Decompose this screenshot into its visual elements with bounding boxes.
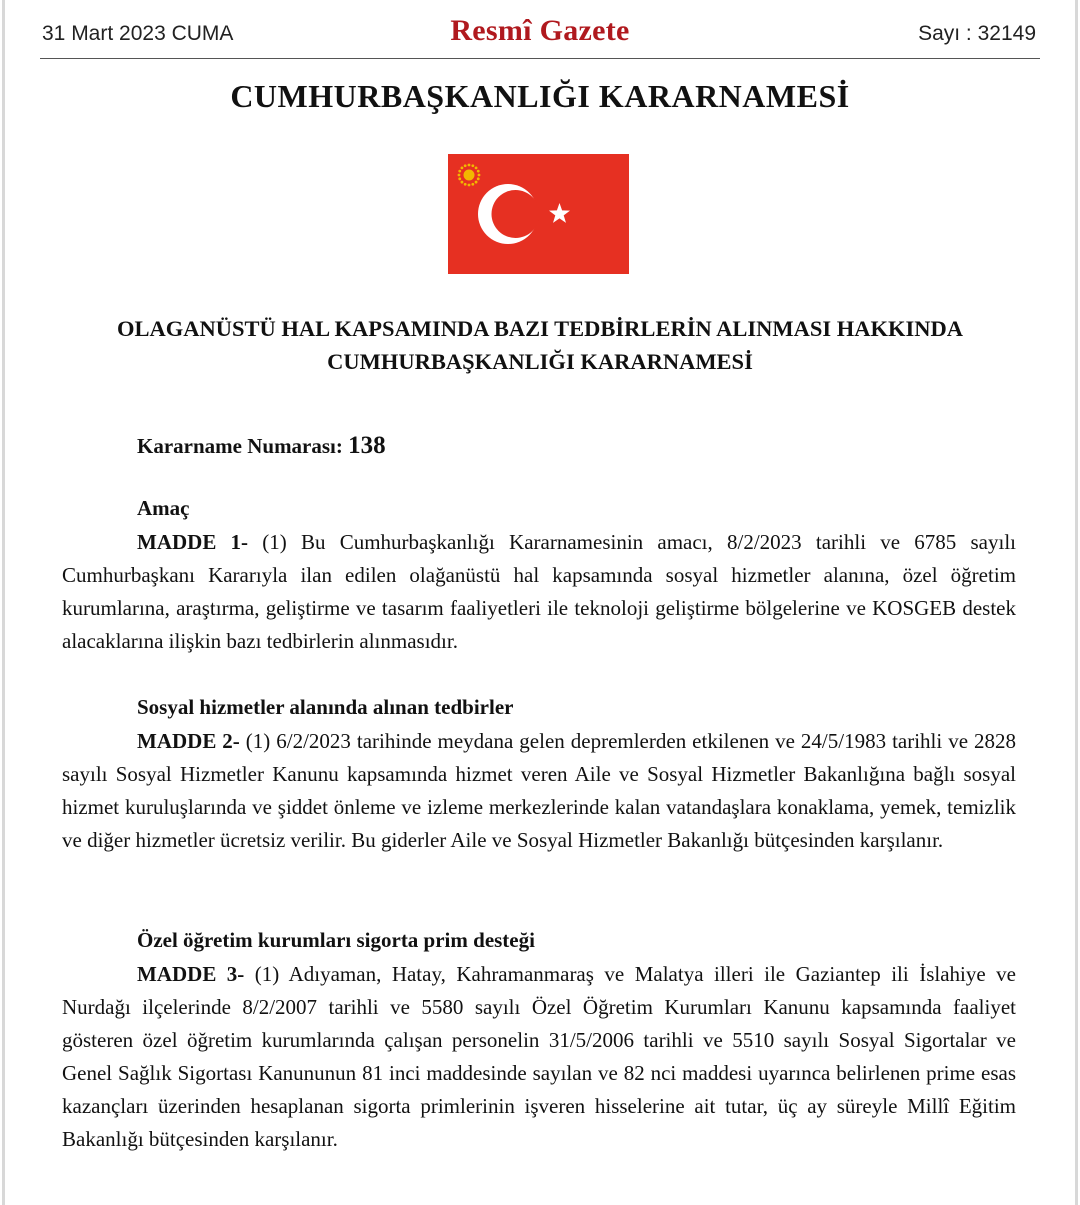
emblem-star [461, 181, 464, 184]
emblem-star [458, 170, 461, 173]
emblem-star [468, 184, 471, 187]
emblem-star [458, 177, 461, 180]
emblem-star [464, 183, 467, 186]
page-edge-right [1075, 0, 1078, 1205]
emblem-star [461, 167, 464, 170]
emblem-star [464, 164, 467, 167]
article-3-paragraph [62, 958, 1016, 1156]
emblem-star [475, 181, 478, 184]
gazette-header [0, 14, 1080, 54]
gazette-title: Resmî Gazete [450, 14, 630, 47]
emblem-star [471, 164, 474, 167]
article-2-paragraph [62, 725, 1016, 857]
header-date: 31 Mart 2023 CUMA [42, 22, 234, 45]
emblem-star [471, 183, 474, 186]
emblem-star [475, 167, 478, 170]
document-type: CUMHURBAŞKANLIĞI KARARNAMESİ [230, 78, 850, 114]
decree-title-line-1: OLAGANÜSTÜ HAL KAPSAMINDA BAZI TEDBİRLERİN ALINMASI HAKKINDA [117, 316, 963, 341]
crescent-inner [492, 190, 540, 238]
section-heading-social-services: Sosyal hizmetler alanında alınan tedbirler [137, 695, 514, 719]
article-3-text: (1) Adıyaman, Hatay, Kahramanmaraş ve Malatya illeri ile Gaziantep ili İslahiye ve Nurdağı ilçelerinde 8/2/2007 tarihli ve 5580 sayılı Özel Öğretim Kurumları Kanunu kapsamında faaliyet gösteren özel öğretim kurumlarında çalışan personelin 31/5/2006 tarihli ve 5510 sayılı Sosyal Sigortalar ve Genel Sağlık Sigortası Kanununun 81 inci maddesinde sayılan ve 82 nci maddesi uyarınca belirlenen prime esas kazançları üzerinden hesaplanan sigorta primlerinin işveren hisselerine ait tutar, üç ay süreyle Millî Eğitim Bakanlığı bütçesinden karşılanır. [62, 962, 1016, 1151]
emblem-star [477, 170, 480, 173]
header-divider [40, 58, 1040, 59]
turkish-flag-icon [448, 154, 629, 274]
article-2-label: MADDE 2- [137, 729, 240, 753]
decree-number [137, 432, 386, 460]
article-1-label: MADDE 1- [137, 530, 249, 554]
section-heading-private-schools: Özel öğretim kurumları sigorta prim desteği [137, 928, 535, 952]
decree-title-line-2: CUMHURBAŞKANLIĞI KARARNAMESİ [327, 349, 753, 374]
article-3-label: MADDE 3- [137, 962, 245, 986]
article-2-text: (1) 6/2/2023 tarihinde meydana gelen depremlerden etkilenen ve 24/5/1983 tarihli ve 2828 sayılı Sosyal Hizmetler Kanunu kapsamında hizmet veren Aile ve Sosyal Hizmetler Bakanlığına bağlı sosyal hizmet kuruluşlarında ve şiddet önleme ve izleme merkezlerinde kalan vatandaşlara konaklama, yemek, temizlik ve diğer hizmetler ücretsiz verilir. Bu giderler Aile ve Sosyal Hizmetler Bakanlığı bütçesinden karşılanır. [62, 729, 1017, 852]
page-edge-left [2, 0, 5, 1205]
emblem-star [468, 164, 471, 167]
decree-number-value: 138 [348, 432, 386, 459]
emblem-star [477, 177, 480, 180]
article-1-text: (1) Bu Cumhurbaşkanlığı Kararnamesinin amacı, 8/2/2023 tarihli ve 6785 sayılı Cumhurbaşkanı Kararıyla ilan edilen olağanüstü hal kapsamında sosyal hizmetler alanına, özel öğretim kurumlarına, araştırma, geliştirme ve tasarım faaliyetleri ile teknoloji geliştirme bölgelerine ve KOSGEB destek alacaklarına ilişkin bazı tedbirlerin alınmasıdır. [62, 530, 1016, 653]
issue-number: Sayı : 32149 [918, 22, 1036, 45]
emblem-star [458, 174, 461, 177]
decree-title [40, 312, 1040, 378]
article-1-paragraph [62, 526, 1016, 658]
section-heading-purpose: Amaç [137, 496, 190, 520]
emblem-star [478, 174, 481, 177]
decree-number-label: Kararname Numarası: [137, 434, 343, 458]
